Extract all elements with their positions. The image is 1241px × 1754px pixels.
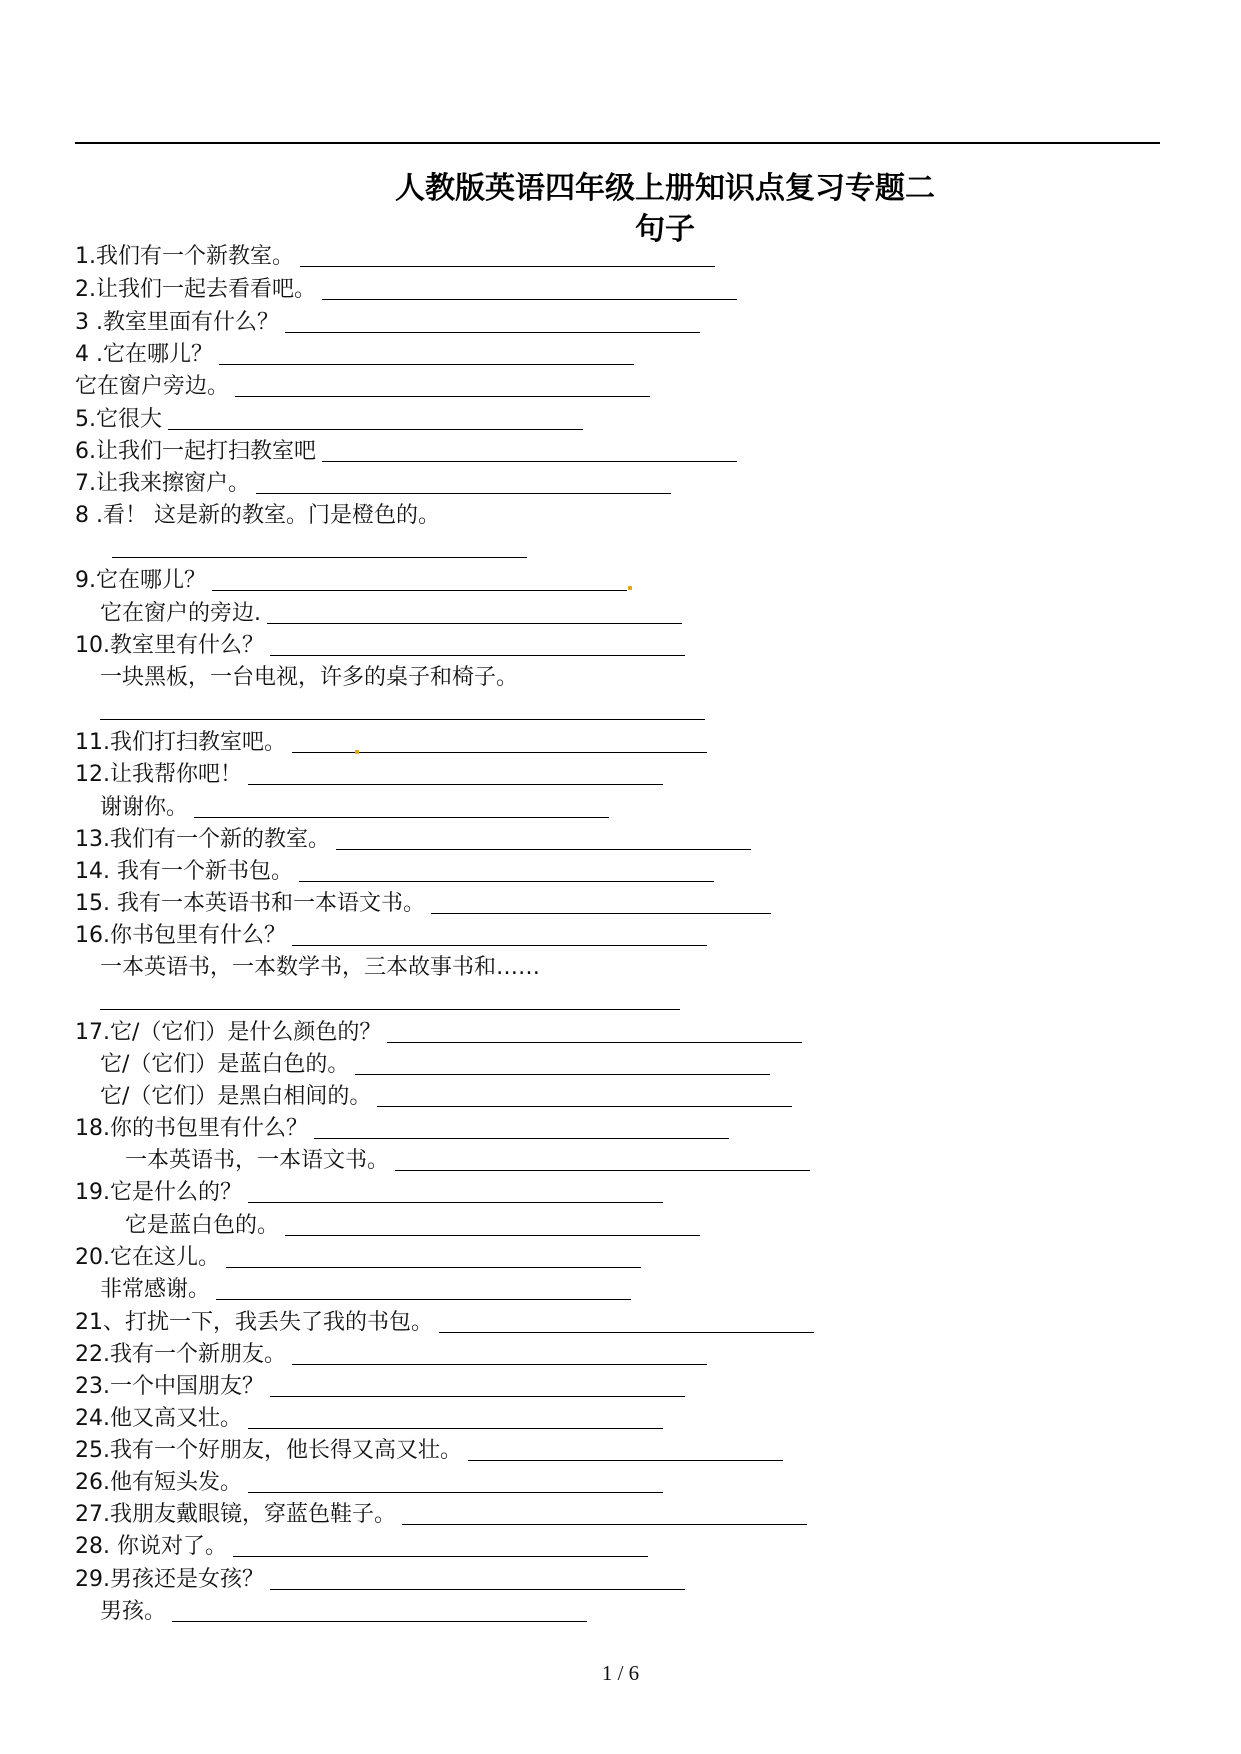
- answer-blank[interactable]: [355, 1074, 770, 1075]
- exercise-text: 25.我有一个好朋友，他长得又高又壮。: [75, 1438, 462, 1463]
- exercise-text: 13.我们有一个新的教室。: [75, 827, 330, 852]
- exercise-text: 12.让我帮你吧！: [75, 762, 242, 787]
- exercise-line: [75, 632, 685, 660]
- exercise-text: 男孩。: [100, 1599, 167, 1624]
- answer-blank[interactable]: [292, 945, 707, 946]
- exercise-line: [75, 567, 627, 595]
- document-subtitle: 句子: [635, 212, 695, 247]
- exercise-text: 9.它在哪儿？: [75, 568, 206, 593]
- exercise-line: [75, 341, 634, 369]
- answer-blank[interactable]: [235, 396, 650, 397]
- exercise-text: 2.让我们一起去看看吧。: [75, 277, 316, 302]
- exercise-line: [100, 954, 540, 982]
- exercise-line: [75, 1341, 707, 1369]
- exercise-text: 它/（它们）是蓝白色的。: [100, 1052, 350, 1077]
- stray-dot: [628, 586, 632, 590]
- answer-blank[interactable]: [248, 1202, 663, 1203]
- exercise-line: [75, 243, 715, 271]
- answer-blank[interactable]: [395, 1170, 810, 1171]
- answer-blank[interactable]: [402, 1524, 807, 1525]
- exercise-text: 一本英语书，一本语文书。: [125, 1148, 390, 1173]
- answer-blank[interactable]: [226, 1267, 641, 1268]
- exercise-text: 1.我们有一个新教室。: [75, 244, 294, 269]
- answer-blank[interactable]: [270, 655, 685, 656]
- exercise-line: [100, 1051, 770, 1079]
- exercise-text: 29.男孩还是女孩？: [75, 1567, 264, 1592]
- exercise-line: [75, 761, 663, 789]
- exercise-text: 11.我们打扫教室吧。: [75, 730, 286, 755]
- exercise-line: [75, 309, 700, 337]
- answer-blank[interactable]: [212, 590, 627, 591]
- answer-blank[interactable]: [100, 719, 705, 720]
- exercise-text: 10.教室里有什么？: [75, 633, 264, 658]
- exercise-text: 16.你书包里有什么？: [75, 923, 286, 948]
- exercise-line: [75, 729, 707, 757]
- exercise-text: 8 .看！ 这是新的教室。门是橙色的。: [75, 503, 440, 528]
- exercise-line: [100, 1276, 631, 1304]
- answer-blank[interactable]: [248, 1428, 663, 1429]
- answer-blank[interactable]: [248, 784, 663, 785]
- exercise-text: 4 .它在哪儿？: [75, 342, 213, 367]
- exercise-text: 它在窗户的旁边.: [100, 601, 261, 626]
- exercise-line: [75, 276, 737, 304]
- exercise-text: 19.它是什么的？: [75, 1180, 242, 1205]
- answer-blank[interactable]: [377, 1106, 792, 1107]
- exercise-line: [75, 826, 751, 854]
- exercise-text: 非常感谢。: [100, 1277, 211, 1302]
- answer-blank[interactable]: [112, 557, 527, 558]
- answer-blank[interactable]: [285, 1235, 700, 1236]
- answer-blank[interactable]: [270, 1589, 685, 1590]
- exercise-line: [100, 794, 609, 822]
- exercise-text: 5.它很大: [75, 407, 162, 432]
- answer-blank[interactable]: [292, 1364, 707, 1365]
- answer-blank[interactable]: [219, 364, 634, 365]
- exercise-line: [100, 1083, 792, 1111]
- exercise-line: [75, 1533, 648, 1561]
- answer-blank[interactable]: [439, 1332, 814, 1333]
- exercise-line: [75, 1405, 663, 1433]
- exercise-text: 一本英语书，一本数学书，三本故事书和……: [100, 955, 541, 980]
- document-title: 人教版英语四年级上册知识点复习专题二: [395, 171, 935, 206]
- exercise-text: 27.我朋友戴眼镜，穿蓝色鞋子。: [75, 1502, 396, 1527]
- answer-blank[interactable]: [299, 881, 714, 882]
- answer-blank[interactable]: [300, 266, 715, 267]
- exercise-text: 15. 我有一本英语书和一本语文书。: [75, 891, 425, 916]
- answer-blank[interactable]: [431, 913, 771, 914]
- answer-blank[interactable]: [468, 1460, 783, 1461]
- answer-blank[interactable]: [216, 1299, 631, 1300]
- exercise-line: [75, 858, 714, 886]
- exercise-text: 21、打扰一下，我丢失了我的书包。: [75, 1310, 433, 1335]
- answer-blank[interactable]: [256, 493, 671, 494]
- answer-blank[interactable]: [168, 429, 583, 430]
- exercise-text: 24.他又高又壮。: [75, 1406, 242, 1431]
- exercise-text: 它是蓝白色的。: [125, 1213, 280, 1238]
- exercise-line: [75, 438, 737, 466]
- answer-blank[interactable]: [172, 1621, 587, 1622]
- exercise-line: [75, 1019, 802, 1047]
- exercise-line: [125, 1212, 700, 1240]
- exercise-text: 28. 你说对了。: [75, 1534, 227, 1559]
- exercise-text: 3 .教室里面有什么？: [75, 310, 279, 335]
- exercise-line: [75, 373, 650, 401]
- answer-blank[interactable]: [100, 1009, 680, 1010]
- exercise-line: [75, 1179, 663, 1207]
- exercise-text: 谢谢你。: [100, 795, 189, 820]
- exercise-text: 20.它在这儿。: [75, 1245, 220, 1270]
- exercise-text: 7.让我来擦窗户。: [75, 471, 250, 496]
- exercise-line: [75, 1244, 641, 1272]
- exercise-line: [100, 600, 682, 628]
- answer-blank[interactable]: [387, 1042, 802, 1043]
- exercise-line: [75, 1309, 814, 1337]
- exercise-line: [125, 1147, 810, 1175]
- exercise-text: 一块黑板，一台电视，许多的桌子和椅子。: [100, 665, 519, 690]
- exercise-line: [100, 1598, 587, 1626]
- exercise-line: [100, 664, 518, 692]
- exercise-text: 14. 我有一个新书包。: [75, 859, 293, 884]
- exercise-line: [75, 470, 671, 498]
- exercise-text: 23.一个中国朋友？: [75, 1374, 264, 1399]
- answer-blank[interactable]: [322, 299, 737, 300]
- answer-blank[interactable]: [233, 1556, 648, 1557]
- exercise-text: 它/（它们）是黑白相间的。: [100, 1084, 372, 1109]
- answer-blank[interactable]: [248, 1492, 663, 1493]
- exercise-line: [75, 1437, 783, 1465]
- exercise-line: [75, 890, 771, 918]
- exercise-line: [75, 1373, 685, 1401]
- answer-blank[interactable]: [194, 817, 609, 818]
- exercise-line: [75, 406, 583, 434]
- answer-blank[interactable]: [314, 1138, 729, 1139]
- exercise-text: 26.他有短头发。: [75, 1470, 242, 1495]
- page-number: 1 / 6: [601, 1661, 640, 1685]
- answer-blank[interactable]: [285, 332, 700, 333]
- exercise-text: 它在窗户旁边。: [75, 374, 230, 399]
- exercise-text: 18.你的书包里有什么？: [75, 1116, 308, 1141]
- answer-blank[interactable]: [267, 623, 682, 624]
- exercise-line: [75, 502, 440, 530]
- exercise-line: [75, 1115, 729, 1143]
- answer-blank[interactable]: [322, 461, 737, 462]
- exercise-line: [75, 1566, 685, 1594]
- exercise-line: [75, 1469, 663, 1497]
- exercise-text: 6.让我们一起打扫教室吧: [75, 439, 316, 464]
- exercise-text: 22.我有一个新朋友。: [75, 1342, 286, 1367]
- exercise-line: [75, 1501, 807, 1529]
- answer-blank[interactable]: [270, 1396, 685, 1397]
- exercise-text: 17.它/（它们）是什么颜色的？: [75, 1020, 382, 1045]
- stray-dot: [355, 750, 359, 754]
- answer-blank[interactable]: [336, 849, 751, 850]
- exercise-line: [75, 922, 707, 950]
